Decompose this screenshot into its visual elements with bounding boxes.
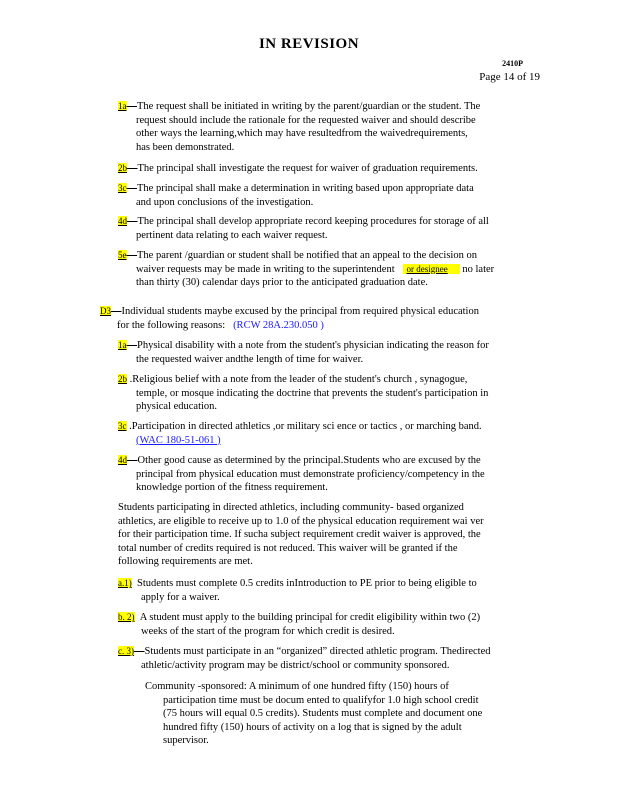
list-line: pertinent data relating to each waiver request.	[136, 229, 328, 241]
page-title: IN REVISION	[258, 36, 360, 52]
community-line: hundred fifty (150) hours of activity on a log that is signed by the adult	[163, 721, 462, 733]
requirement-item-1	[118, 577, 477, 604]
list-line: has been demonstrated.	[136, 141, 235, 153]
list-line: and upon conclusions of the investigation.	[136, 196, 314, 208]
waiver-item-5: 5e—The parent /guardian or student shall be notified that an appeal to the decision on waiver requests may be made in writing to the superintendent or designee no later than thirty (30) calendar days prior to the anticipated graduation date.	[118, 250, 495, 289]
list-marker: b. 2)	[118, 612, 135, 622]
list-line: apply for a waiver.	[141, 591, 220, 603]
page-number: Page 14 of 19	[479, 71, 540, 83]
list-line: knowledge portion of the fitness requirement.	[136, 482, 328, 494]
section-line: Individual students maybe excused by the principal from required physical education	[121, 306, 479, 317]
list-line: Students must participate in an “organized” directed athletic program. Thedirected	[144, 646, 491, 657]
waiver-item-1: 1a—The request shall be initiated in writing by the parent/guardian or the student. The request should include the rationale for the requested waiver and should describe other ways the learning,which may have resultedfrom the waivedrequirements, has been demonstrated.	[118, 101, 481, 153]
list-line: principal from physical education must demonstrate proficiency/competency in the	[136, 468, 485, 480]
paragraph-line: total number of credits required is not reduced. This waiver will be granted if the	[118, 542, 458, 554]
list-marker: 2b	[118, 163, 127, 173]
paragraph-line: following requirements are met.	[118, 556, 253, 568]
requirement-item-2	[118, 611, 480, 638]
reason-item-3: 3c .Participation in directed athletics ,or military sci ence or tactics , or marching band. (WAC 180-51-061 )	[118, 421, 482, 446]
list-line: Students must complete 0.5 credits inIntroduction to PE prior to being eligible to	[137, 578, 477, 589]
list-line: the requested waiver andthe length of time for waiver.	[136, 353, 364, 365]
list-line: Religious belief with a note from the leader of the student's church , synagogue,	[132, 374, 468, 385]
waiver-item-4: 4d—The principal shall develop appropriate record keeping procedures for storage of all pertinent data relating to each waiver request.	[118, 216, 489, 241]
list-line: no later	[462, 263, 495, 275]
list-line: weeks of the start of the program for which credit is desired.	[141, 625, 395, 637]
community-line: (75 hours will equal 0.5 credits). Students must complete and document one	[163, 708, 483, 720]
document-code: 2410P	[502, 59, 523, 68]
list-line: Physical disability with a note from the student's physician indicating the reason for	[137, 340, 489, 351]
list-marker: 5e	[118, 250, 127, 260]
list-line: Other good cause as determined by the principal.Students who are excused by the	[137, 455, 481, 466]
list-line: temple, or mosque indicating the doctrine that prevents the student's participation in	[136, 387, 489, 399]
list-line: A student must apply to the building principal for credit eligibility within two (2)	[139, 612, 481, 623]
paragraph-line: Students participating in directed athletics, including community- based organized	[118, 502, 464, 513]
community-line: supervisor.	[163, 735, 209, 747]
community-sponsored-block	[145, 680, 482, 748]
community-line: Community -sponsored: A minimum of one hundred fifty (150) hours of	[145, 681, 449, 692]
section-d: D3—Individual students maybe excused by the principal from required physical education for the following reasons: (RCW 28A.230.050 )	[100, 306, 479, 331]
section-line: for the following reasons:	[117, 319, 226, 331]
list-marker: 3c	[118, 183, 127, 193]
section-marker: D3	[100, 306, 111, 316]
list-marker: a.1)	[118, 578, 132, 588]
list-line: other ways the learning,which may have resultedfrom the waivedrequirements,	[136, 128, 468, 140]
reason-item-2: 2b .Religious belief with a note from the leader of the student's church , synagogue, temple, or mosque indicating the doctrine that prevents the student's participation in physical education.	[118, 374, 489, 413]
list-marker: 1a	[118, 340, 127, 350]
paragraph-line: athletics, are eligible to receive up to 1.0 of the physical education requirement wai ver	[118, 515, 484, 527]
list-marker: 4d	[118, 455, 127, 465]
designee-insert: or designee	[403, 264, 460, 274]
list-marker: 1a	[118, 101, 127, 111]
list-line: The principal shall investigate the request for waiver of graduation requirements.	[137, 163, 478, 174]
list-marker: 2b	[118, 374, 127, 384]
reason-item-4: 4d—Other good cause as determined by the principal.Students who are excused by the principal from physical education must demonstrate proficiency/competency in the knowledge portion of the fitness requirement.	[118, 455, 485, 494]
list-line: The parent /guardian or student shall be notified that an appeal to the decision on	[137, 250, 477, 261]
requirement-item-3: c. 3)—Students must participate in an “organized” directed athletic program. Thedirected athletic/activity program may be district/school or community sponsored.	[118, 646, 491, 671]
list-line: request should include the rationale for the requested waiver and should describe	[136, 114, 476, 126]
list-line: The principal shall develop appropriate record keeping procedures for storage of all	[137, 216, 489, 227]
list-line: Participation in directed athletics ,or military sci ence or tactics , or marching band.	[131, 421, 482, 432]
wac-reference[interactable]: (WAC 180-51-061 )	[136, 434, 221, 446]
list-marker: 3c	[118, 421, 127, 431]
list-marker: c. 3)	[118, 646, 134, 656]
list-line: physical education.	[136, 401, 218, 413]
waiver-item-2: 2b—The principal shall investigate the request for waiver of graduation requirements.	[118, 163, 478, 174]
list-line: waiver requests may be made in writing to the superintendent	[136, 263, 395, 275]
list-line: The principal shall make a determination in writing based upon appropriate data	[137, 183, 474, 194]
waiver-item-3: 3c—The principal shall make a determination in writing based upon appropriate data and upon conclusions of the investigation.	[118, 183, 474, 208]
athletics-paragraph	[118, 501, 484, 569]
reason-item-1: 1a—Physical disability with a note from the student's physician indicating the reason for the requested waiver andthe length of time for waiver.	[118, 340, 489, 365]
list-line: than thirty (30) calendar days prior to the anticipated graduation date.	[136, 277, 428, 289]
paragraph-line: for their participation time. If sucha subject requirement credit waiver is approved, the	[118, 529, 481, 541]
community-line: participation time must be docum ented to qualifyfor 1.0 high school credit	[163, 694, 479, 706]
list-marker: 4d	[118, 216, 127, 226]
list-line: The request shall be initiated in writing by the parent/guardian or the student. The	[137, 101, 481, 112]
list-line: athletic/activity program may be district/school or community sponsored.	[141, 659, 450, 671]
rcw-reference[interactable]: (RCW 28A.230.050 )	[233, 319, 324, 331]
